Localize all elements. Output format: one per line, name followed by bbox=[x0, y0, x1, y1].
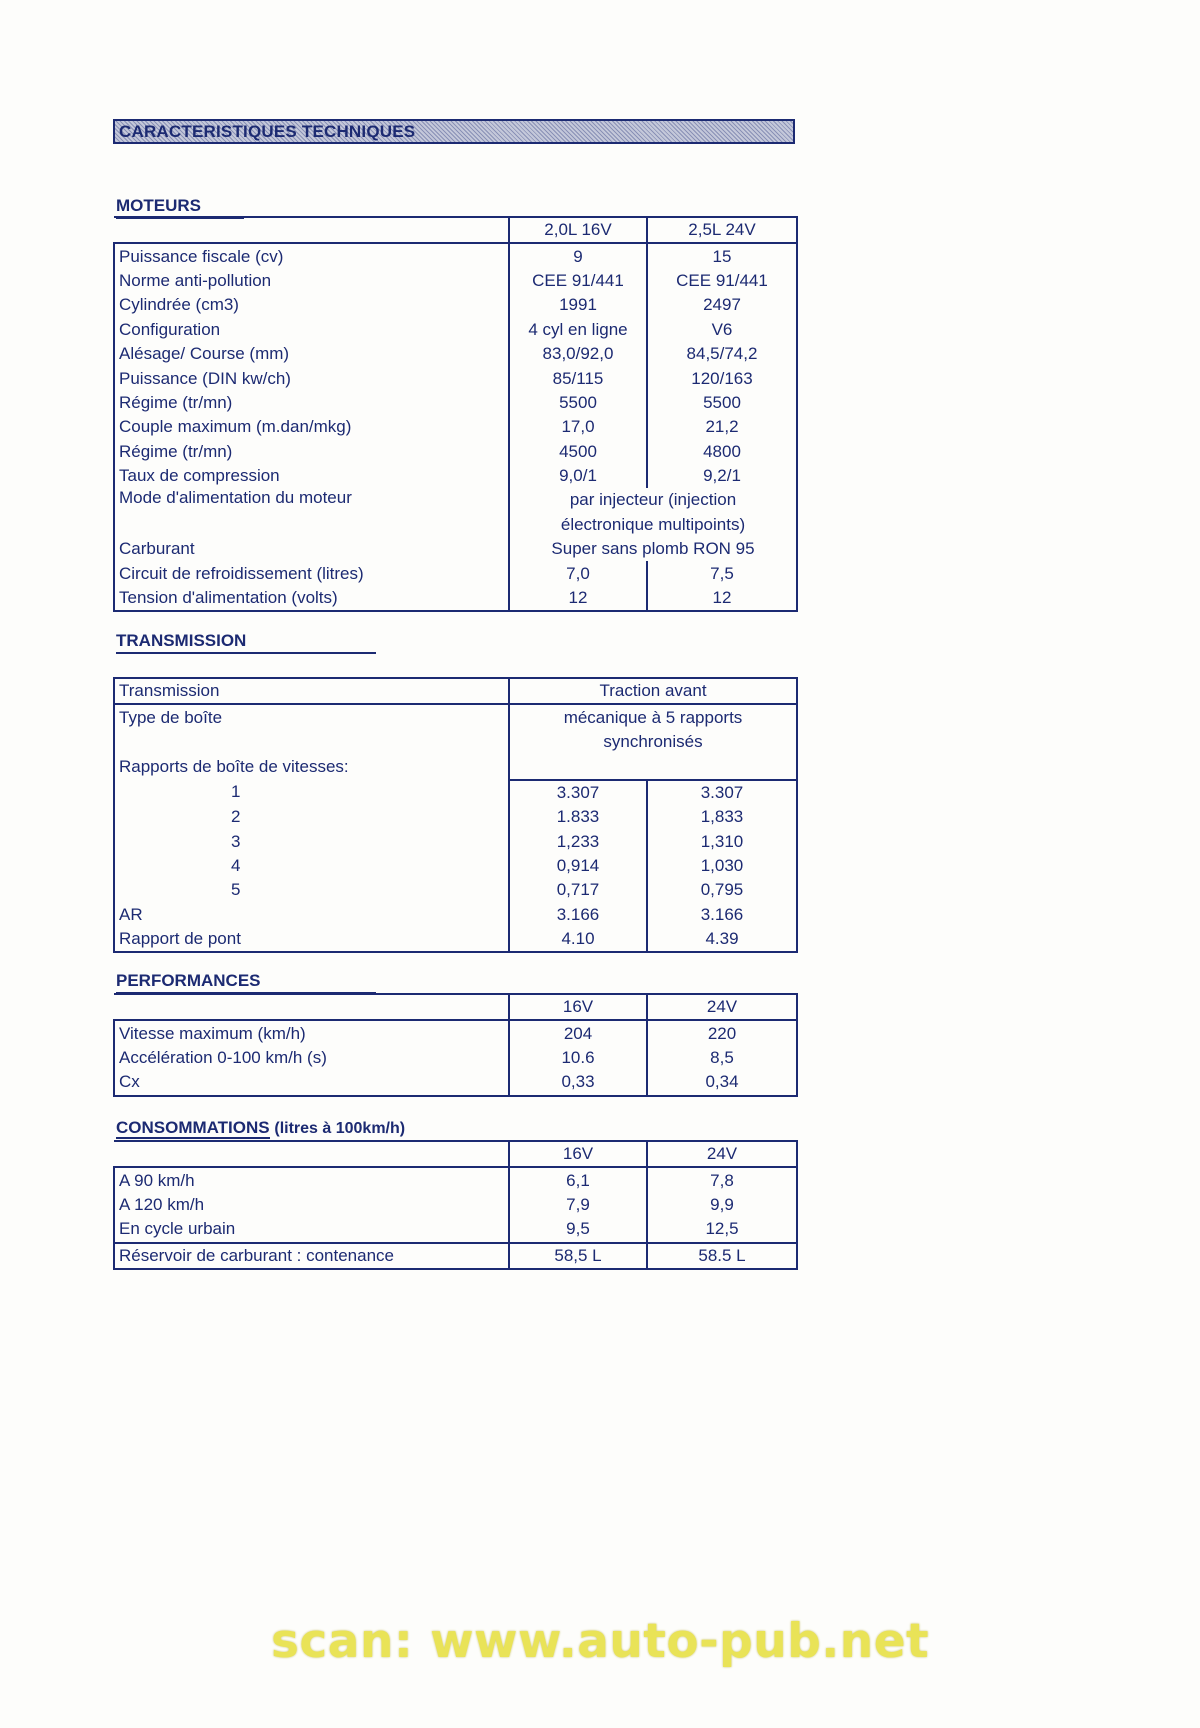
row-label: Puissance (DIN kw/ch) bbox=[114, 366, 509, 390]
cell-value: 1,030 bbox=[647, 854, 797, 878]
table-row bbox=[114, 878, 797, 902]
table-row bbox=[114, 927, 797, 952]
cell-value: 83,0/92,0 bbox=[509, 342, 647, 366]
cell-value: 12 bbox=[509, 586, 647, 611]
row-label: 2 bbox=[114, 805, 509, 829]
cell-value: 3.166 bbox=[647, 903, 797, 927]
page-title: CARACTERISTIQUES TECHNIQUES bbox=[113, 119, 795, 144]
cell-value: 7,8 bbox=[647, 1167, 797, 1192]
transmission-table bbox=[113, 677, 798, 953]
cell-value: synchronisés bbox=[509, 730, 797, 754]
cell-value: 12 bbox=[647, 586, 797, 611]
table-row bbox=[114, 1167, 797, 1192]
cell-value: 1,833 bbox=[647, 805, 797, 829]
table-row bbox=[114, 464, 797, 488]
row-label: Cylindrée (cm3) bbox=[114, 293, 509, 317]
column-header: 16V bbox=[509, 994, 647, 1020]
row-label: Rapport de pont bbox=[114, 927, 509, 952]
cell-value: 2497 bbox=[647, 293, 797, 317]
cell-value: 17,0 bbox=[509, 415, 647, 439]
table-row bbox=[114, 754, 797, 779]
table-row bbox=[114, 488, 797, 512]
cell-value: 7,0 bbox=[509, 561, 647, 585]
row-label: Mode d'alimentation du moteur bbox=[114, 488, 509, 512]
cell-value: 0,33 bbox=[509, 1070, 647, 1095]
table-row bbox=[114, 440, 797, 464]
table-row bbox=[114, 903, 797, 927]
cell-value: 4.10 bbox=[509, 927, 647, 952]
cell-value: 15 bbox=[647, 243, 797, 268]
row-label: En cycle urbain bbox=[114, 1217, 509, 1242]
row-label: Régime (tr/mn) bbox=[114, 391, 509, 415]
table-row bbox=[114, 854, 797, 878]
cell-value: 120/163 bbox=[647, 366, 797, 390]
section-heading-moteurs: MOTEURS bbox=[116, 196, 244, 219]
row-label: Accélération 0-100 km/h (s) bbox=[114, 1046, 509, 1070]
cell-value: 4800 bbox=[647, 440, 797, 464]
section-heading-transmission: TRANSMISSION bbox=[116, 631, 376, 654]
table-row bbox=[114, 704, 797, 729]
table-row bbox=[114, 1217, 797, 1242]
row-label: Vitesse maximum (km/h) bbox=[114, 1020, 509, 1045]
cell-value: 85/115 bbox=[509, 366, 647, 390]
cell-value: 5500 bbox=[647, 391, 797, 415]
cell-value: Traction avant bbox=[509, 678, 797, 704]
row-label: Cx bbox=[114, 1070, 509, 1095]
cell-value: 8,5 bbox=[647, 1046, 797, 1070]
row-label: Puissance fiscale (cv) bbox=[114, 243, 509, 268]
cell-value: 0,795 bbox=[647, 878, 797, 902]
table-row bbox=[114, 1243, 797, 1269]
table-row bbox=[114, 415, 797, 439]
cell-value: 3.166 bbox=[509, 903, 647, 927]
section-heading-performances: PERFORMANCES bbox=[116, 971, 376, 994]
row-label: A 90 km/h bbox=[114, 1167, 509, 1192]
cell-value: mécanique à 5 rapports bbox=[509, 704, 797, 729]
cell-value: V6 bbox=[647, 318, 797, 342]
cell-value: 9,5 bbox=[509, 1217, 647, 1242]
cell-value: 3.307 bbox=[509, 780, 647, 805]
cell-value: par injecteur (injection bbox=[509, 488, 797, 512]
cell-value: 7,9 bbox=[509, 1193, 647, 1217]
table-row bbox=[114, 1070, 797, 1095]
cell-value: 9,9 bbox=[647, 1193, 797, 1217]
cell-value: 9,2/1 bbox=[647, 464, 797, 488]
table-row bbox=[114, 342, 797, 366]
row-label: A 120 km/h bbox=[114, 1193, 509, 1217]
table-row bbox=[114, 537, 797, 561]
moteurs-table bbox=[113, 216, 798, 612]
column-header: 24V bbox=[647, 1141, 797, 1167]
column-header: 2,0L 16V bbox=[509, 217, 647, 243]
cell-value: 21,2 bbox=[647, 415, 797, 439]
performances-table bbox=[113, 993, 798, 1097]
row-label: AR bbox=[114, 903, 509, 927]
cell-value: 1.833 bbox=[509, 805, 647, 829]
row-label: Carburant bbox=[114, 537, 509, 561]
cell-value: 12,5 bbox=[647, 1217, 797, 1242]
cell-value: 9,0/1 bbox=[509, 464, 647, 488]
table-row bbox=[114, 366, 797, 390]
consommations-unit: (litres à 100km/h) bbox=[274, 1120, 406, 1137]
table-row bbox=[114, 293, 797, 317]
row-label: Transmission bbox=[114, 678, 509, 704]
table-row bbox=[114, 318, 797, 342]
cell-value: 1991 bbox=[509, 293, 647, 317]
table-row bbox=[114, 561, 797, 585]
table-row bbox=[114, 243, 797, 268]
cell-value: 1,310 bbox=[647, 829, 797, 853]
table-row bbox=[114, 269, 797, 293]
row-label: Rapports de boîte de vitesses: bbox=[114, 754, 509, 779]
cell-value: 58,5 L bbox=[509, 1243, 647, 1269]
row-label: Configuration bbox=[114, 318, 509, 342]
column-header: 24V bbox=[647, 994, 797, 1020]
row-label: 1 bbox=[114, 780, 509, 805]
cell-value: CEE 91/441 bbox=[509, 269, 647, 293]
table-row bbox=[114, 1193, 797, 1217]
cell-value: CEE 91/441 bbox=[647, 269, 797, 293]
row-label: Norme anti-pollution bbox=[114, 269, 509, 293]
column-header: 2,5L 24V bbox=[647, 217, 797, 243]
table-row bbox=[114, 829, 797, 853]
cell-value: 84,5/74,2 bbox=[647, 342, 797, 366]
cell-value: 220 bbox=[647, 1020, 797, 1045]
cell-value: 0,34 bbox=[647, 1070, 797, 1095]
row-label: Circuit de refroidissement (litres) bbox=[114, 561, 509, 585]
cell-value: 3.307 bbox=[647, 780, 797, 805]
cell-value: 1,233 bbox=[509, 829, 647, 853]
row-label: Type de boîte bbox=[114, 704, 509, 729]
cell-value: 7,5 bbox=[647, 561, 797, 585]
table-row bbox=[114, 391, 797, 415]
cell-value: 4 cyl en ligne bbox=[509, 318, 647, 342]
row-label: Alésage/ Course (mm) bbox=[114, 342, 509, 366]
cell-value: 0,914 bbox=[509, 854, 647, 878]
section-heading-consommations bbox=[116, 1118, 446, 1140]
cell-value: 9 bbox=[509, 243, 647, 268]
consommations-title: CONSOMMATIONS bbox=[116, 1118, 270, 1137]
table-row bbox=[114, 780, 797, 805]
watermark: scan: www.auto-pub.net bbox=[270, 1614, 930, 1669]
cell-value: électronique multipoints) bbox=[509, 513, 797, 537]
cell-value: 10.6 bbox=[509, 1046, 647, 1070]
cell-value: 204 bbox=[509, 1020, 647, 1045]
row-label: Tension d'alimentation (volts) bbox=[114, 586, 509, 611]
cell-value: Super sans plomb RON 95 bbox=[509, 537, 797, 561]
row-label: 5 bbox=[114, 878, 509, 902]
table-row bbox=[114, 678, 797, 704]
table-row bbox=[114, 1020, 797, 1045]
cell-value: 0,717 bbox=[509, 878, 647, 902]
row-label: 3 bbox=[114, 829, 509, 853]
row-label: Taux de compression bbox=[114, 464, 509, 488]
cell-value: 4500 bbox=[509, 440, 647, 464]
cell-value: 5500 bbox=[509, 391, 647, 415]
cell-value: 4.39 bbox=[647, 927, 797, 952]
cell-value: 6,1 bbox=[509, 1167, 647, 1192]
row-label: 4 bbox=[114, 854, 509, 878]
cell-value: 58.5 L bbox=[647, 1243, 797, 1269]
row-label: Réservoir de carburant : contenance bbox=[114, 1243, 509, 1269]
table-row bbox=[114, 586, 797, 611]
table-row bbox=[114, 805, 797, 829]
row-label: Couple maximum (m.dan/mkg) bbox=[114, 415, 509, 439]
row-label: Régime (tr/mn) bbox=[114, 440, 509, 464]
consommations-table bbox=[113, 1140, 798, 1270]
column-header: 16V bbox=[509, 1141, 647, 1167]
table-row bbox=[114, 1046, 797, 1070]
